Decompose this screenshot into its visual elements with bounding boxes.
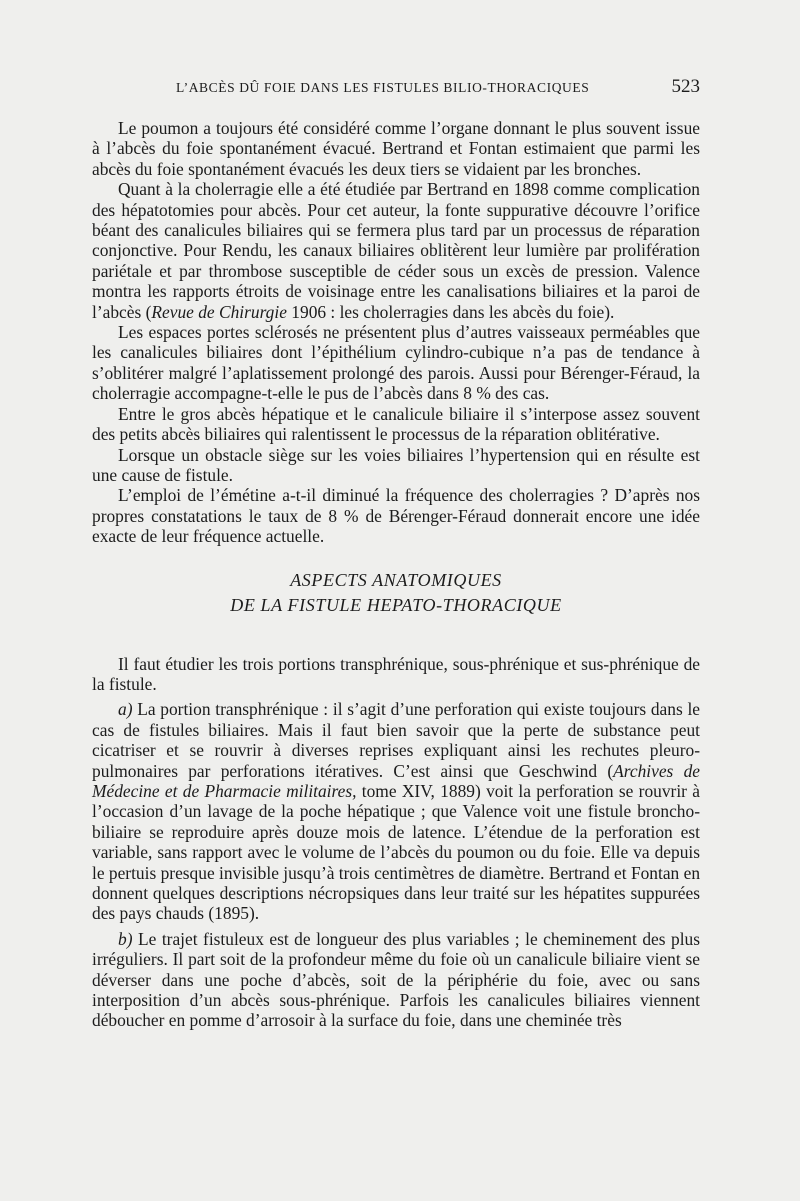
section-paragraph-a-text-1: La portion transphrénique : il s’agit d’une perforation qui existe toujours dans le cas de fistules biliaires. Mais il faut bien savoir que la perte de substance peut cicatriser et se rouvrir à diverses reprises expliquant ainsi les rechutes pleuro-pulmonaires par perforations itératives. C’est ainsi que Geschwind (	[92, 699, 700, 781]
section-paragraph-a	[92, 699, 700, 923]
section-paragraph-b	[92, 929, 700, 1031]
item-label-a: a)	[118, 699, 133, 720]
page-number: 523	[671, 76, 700, 97]
body-text	[92, 118, 700, 1031]
section-paragraph-a-text-2: tome XIV, 1889) voit la perforation se rouvrir à l’occasion d’un lavage de la poche hépatique ; que Valence voit une fistule broncho-biliaire se reproduire après douze mois de latence. L’étendue de la perforation est variable, sans rapport avec le volume de l’abcès du poumon ou du foie. Elle va depuis le pertuis presque invisible jusqu’à trois centimètres de diamètre. Bertrand et Fontan en donnent quelques descriptions nécropsiques dans leur traité sur les hépatites suppurées des pays chauds (1895).	[92, 780, 701, 924]
paragraph-3: Les espaces portes sclérosés ne présentent plus d’autres vaisseaux perméables que les canalicules biliaires dont l’épithélium cylindro-cubique n’a pas de tendance à s’oblitérer malgré l’aplatissement prolongé des parois. Aussi pour Bérenger-Féraud, la cholerragie accompagne-t-elle le pus de l’abcès dans 8 % des cas.	[92, 322, 700, 404]
section-paragraph-intro: Il faut étudier les trois portions transphrénique, sous-phrénique et sus-phrénique de la fistule.	[92, 653, 700, 694]
running-head: L’ABCÈS DÛ FOIE DANS LES FISTULES BILIO-THORACIQUES	[176, 80, 590, 95]
paragraph-5: Lorsque un obstacle siège sur les voies biliaires l’hypertension qui en résulte est une cause de fistule.	[92, 444, 700, 485]
journal-title-archives: Archives de Médecine et de Pharmacie militaires,	[92, 760, 700, 801]
paragraph-2	[92, 179, 700, 322]
page-header	[92, 76, 702, 104]
section-paragraph-b-text: Le trajet fistuleux est de longueur des plus variables ; le cheminement des plus irréguliers. Il part soit de la profondeur même du foie où un canalicule biliaire vient se déverser dans une poche d’abcès, soit de la périphérie du foie, avec ou sans interposition d’un abcès sous-phrénique. Parfois les canalicules biliaires viennent déboucher en pomme d’arrosoir à la surface du foie, dans une cheminée très	[92, 928, 700, 1031]
paragraph-2-text-a: Quant à la cholerragie elle a été étudiée par Bertrand en 1898 comme complication des hépatotomies pour abcès. Pour cet auteur, la fonte suppurative découvre l’orifice béant des canalicules biliaires qui se fermera plus tard par un processus de réparation conjonctive. Pour Rendu, les canaux biliaires oblitèrent leur lumière par prolifération pariétale et par thrombose susceptible de céder sous un excès de pression. Valence montra les rapports étroits de voisinage entre les canalisations biliaires et la paroi de l’abcès (	[92, 179, 700, 322]
item-label-b: b)	[118, 928, 133, 949]
paragraph-1: Le poumon a toujours été considéré comme l’organe donnant le plus souvent issue à l’abcès du foie spontanément évacué. Bertrand et Fontan estimaient que parmi les abcès du foie spontanément évacués les deux tiers se vidaient par les bronches.	[92, 118, 700, 179]
section-heading-line-1: ASPECTS ANATOMIQUES	[290, 569, 502, 590]
section-heading	[92, 568, 700, 618]
paragraph-2-text-b: 1906 : les cholerragies dans les abcès du foie).	[291, 301, 615, 322]
paragraph-6: L’emploi de l’émétine a-t-il diminué la fréquence des cholerragies ? D’après nos propres constatations le taux de 8 % de Bérenger-Féraud donnerait encore une idée exacte de leur fréquence actuelle.	[92, 485, 700, 547]
section-heading-line-2: DE LA FISTULE HEPATO-THORACIQUE	[230, 594, 562, 615]
paragraph-4: Entre le gros abcès hépatique et le canalicule biliaire il s’interpose assez souvent des petits abcès biliaires qui ralentissent le processus de la réparation oblitérative.	[92, 403, 700, 445]
journal-title: Revue de Chirurgie	[151, 301, 287, 322]
